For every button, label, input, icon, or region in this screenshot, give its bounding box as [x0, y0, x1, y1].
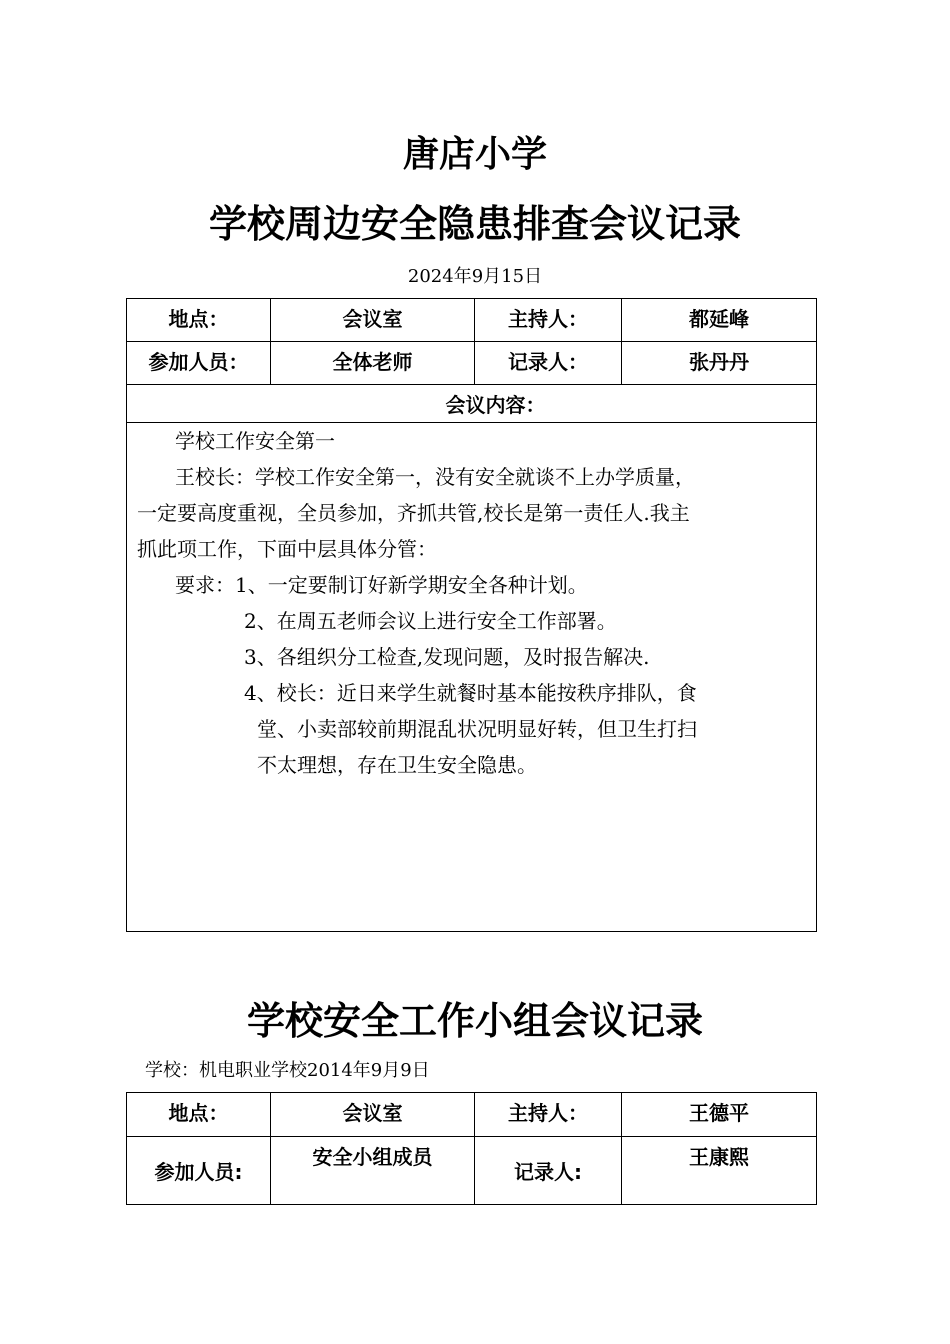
content-line: 抓此项工作，下面中层具体分管：: [137, 537, 437, 561]
recorder-label: 记录人:: [475, 1137, 622, 1205]
location-label: 地点：: [127, 299, 271, 342]
recorder-value: 张丹丹: [622, 342, 817, 385]
table-row: [127, 385, 817, 423]
content-line: 2、在周五老师会议上进行安全工作部署。: [244, 609, 617, 633]
location-value: 会议室: [271, 1093, 475, 1137]
table-row: [127, 342, 817, 385]
meeting-date: 2024年9月15日: [407, 266, 543, 287]
content-line: 3、各组织分工检查,发现问题，及时报告解决.: [244, 645, 650, 669]
participants-label: 参加人员:: [127, 1137, 271, 1205]
recorder-value: 王康熙: [622, 1137, 817, 1205]
record-title: 学校周边安全隐患排查会议记录: [208, 202, 741, 246]
content-line: 堂、小卖部较前期混乱状况明显好转，但卫生打扫: [257, 717, 697, 741]
table-row: [127, 423, 817, 932]
content-line: 不太理想，存在卫生安全隐患。: [257, 753, 537, 777]
host-value: 王德平: [622, 1093, 817, 1137]
recorder-label: 记录人：: [475, 342, 622, 385]
location-label: 地点：: [127, 1093, 271, 1137]
school-name: 唐店小学: [402, 134, 547, 175]
table-row: [127, 1093, 817, 1137]
content-line: 4、校长：近日来学生就餐时基本能按秩序排队，食: [244, 681, 697, 705]
content-line: 要求：1、一定要制订好新学期安全各种计划。: [175, 573, 588, 597]
meeting-record-table: [126, 298, 817, 932]
content-line: 一定要高度重视，全员参加，齐抓共管,校长是第一责任人.我主: [137, 501, 690, 525]
content-line: 王校长：学校工作安全第一，没有安全就谈不上办学质量，: [175, 465, 695, 489]
host-label: 主持人：: [475, 1093, 622, 1137]
table-row: [127, 299, 817, 342]
meeting-content: [127, 423, 817, 932]
host-value: 都延峰: [622, 299, 817, 342]
safety-meeting-table: [126, 1092, 817, 1205]
content-label: 会议内容：: [127, 385, 817, 423]
host-label: 主持人：: [475, 299, 622, 342]
safety-group-title: 学校安全工作小组会议记录: [246, 999, 703, 1043]
participants-value: 安全小组成员: [271, 1137, 475, 1205]
school-date-line: 学校：机电职业学校2014年9月9日: [145, 1060, 430, 1081]
table-row: [127, 1137, 817, 1205]
participants-label: 参加人员：: [127, 342, 271, 385]
content-line: 学校工作安全第一: [175, 429, 335, 453]
participants-value: 全体老师: [271, 342, 475, 385]
location-value: 会议室: [271, 299, 475, 342]
